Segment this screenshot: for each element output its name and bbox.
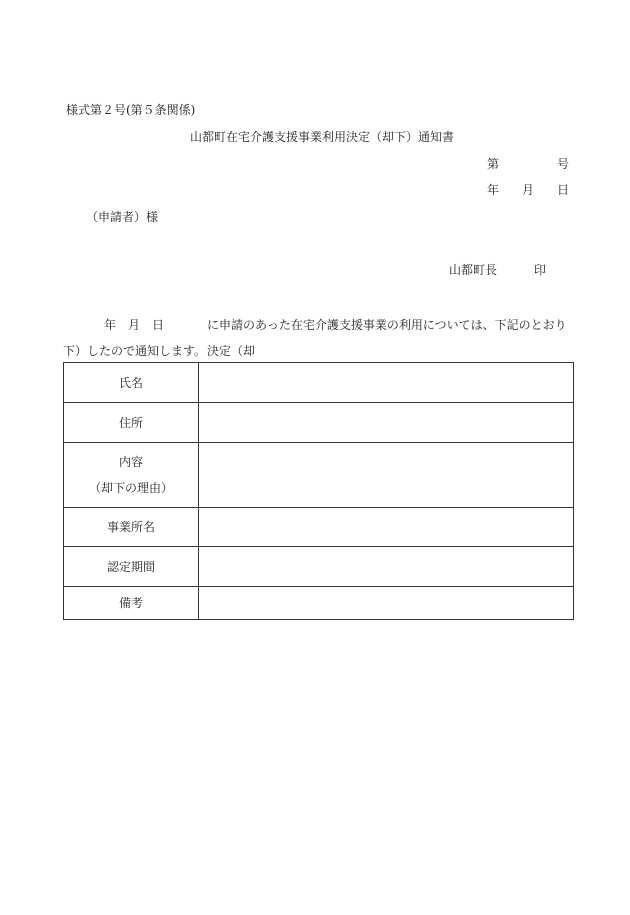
details-table — [63, 362, 574, 620]
content-sublabel: （却下の理由） — [88, 481, 173, 495]
period-field[interactable] — [199, 547, 574, 587]
content-field[interactable] — [199, 443, 574, 508]
remarks-field[interactable] — [199, 587, 574, 620]
table-row — [64, 547, 574, 587]
address-field[interactable] — [199, 403, 574, 443]
table-row — [64, 403, 574, 443]
form-number: 様式第２号(第５条関係) — [66, 103, 196, 117]
date-month: 月 — [522, 183, 535, 197]
row-label-remarks: 備考 — [64, 587, 199, 620]
table-row — [64, 443, 574, 508]
body-text-line2: 下）したので通知します。 — [63, 344, 207, 358]
table-row — [64, 587, 574, 620]
body-text-line1: に申請のあった在宅介護支援事業の利用については、下記のとおり決定（却 — [207, 318, 567, 358]
row-label-period: 認定期間 — [64, 547, 199, 587]
application-date-blank: 年 月 日 — [104, 318, 165, 332]
content-label: 内容 — [118, 455, 143, 469]
table-row — [64, 363, 574, 403]
row-label-address: 住所 — [64, 403, 199, 443]
office-field[interactable] — [199, 508, 574, 547]
row-label-name: 氏名 — [64, 363, 199, 403]
seal-mark: 印 — [533, 263, 546, 277]
name-field[interactable] — [199, 363, 574, 403]
document-title: 山都町在宅介護支援事業利用決定（却下）通知書 — [190, 130, 455, 144]
addressee: （申請者）様 — [86, 210, 159, 224]
body-paragraph — [63, 312, 575, 364]
date-year: 年 — [487, 183, 500, 197]
table-row — [64, 508, 574, 547]
row-label-office: 事業所名 — [64, 508, 199, 547]
issuer-name: 山都町長 — [449, 263, 498, 277]
row-label-content — [64, 443, 199, 508]
date-day: 日 — [556, 183, 569, 197]
number-suffix: 号 — [556, 157, 569, 171]
number-prefix: 第 — [487, 157, 500, 171]
